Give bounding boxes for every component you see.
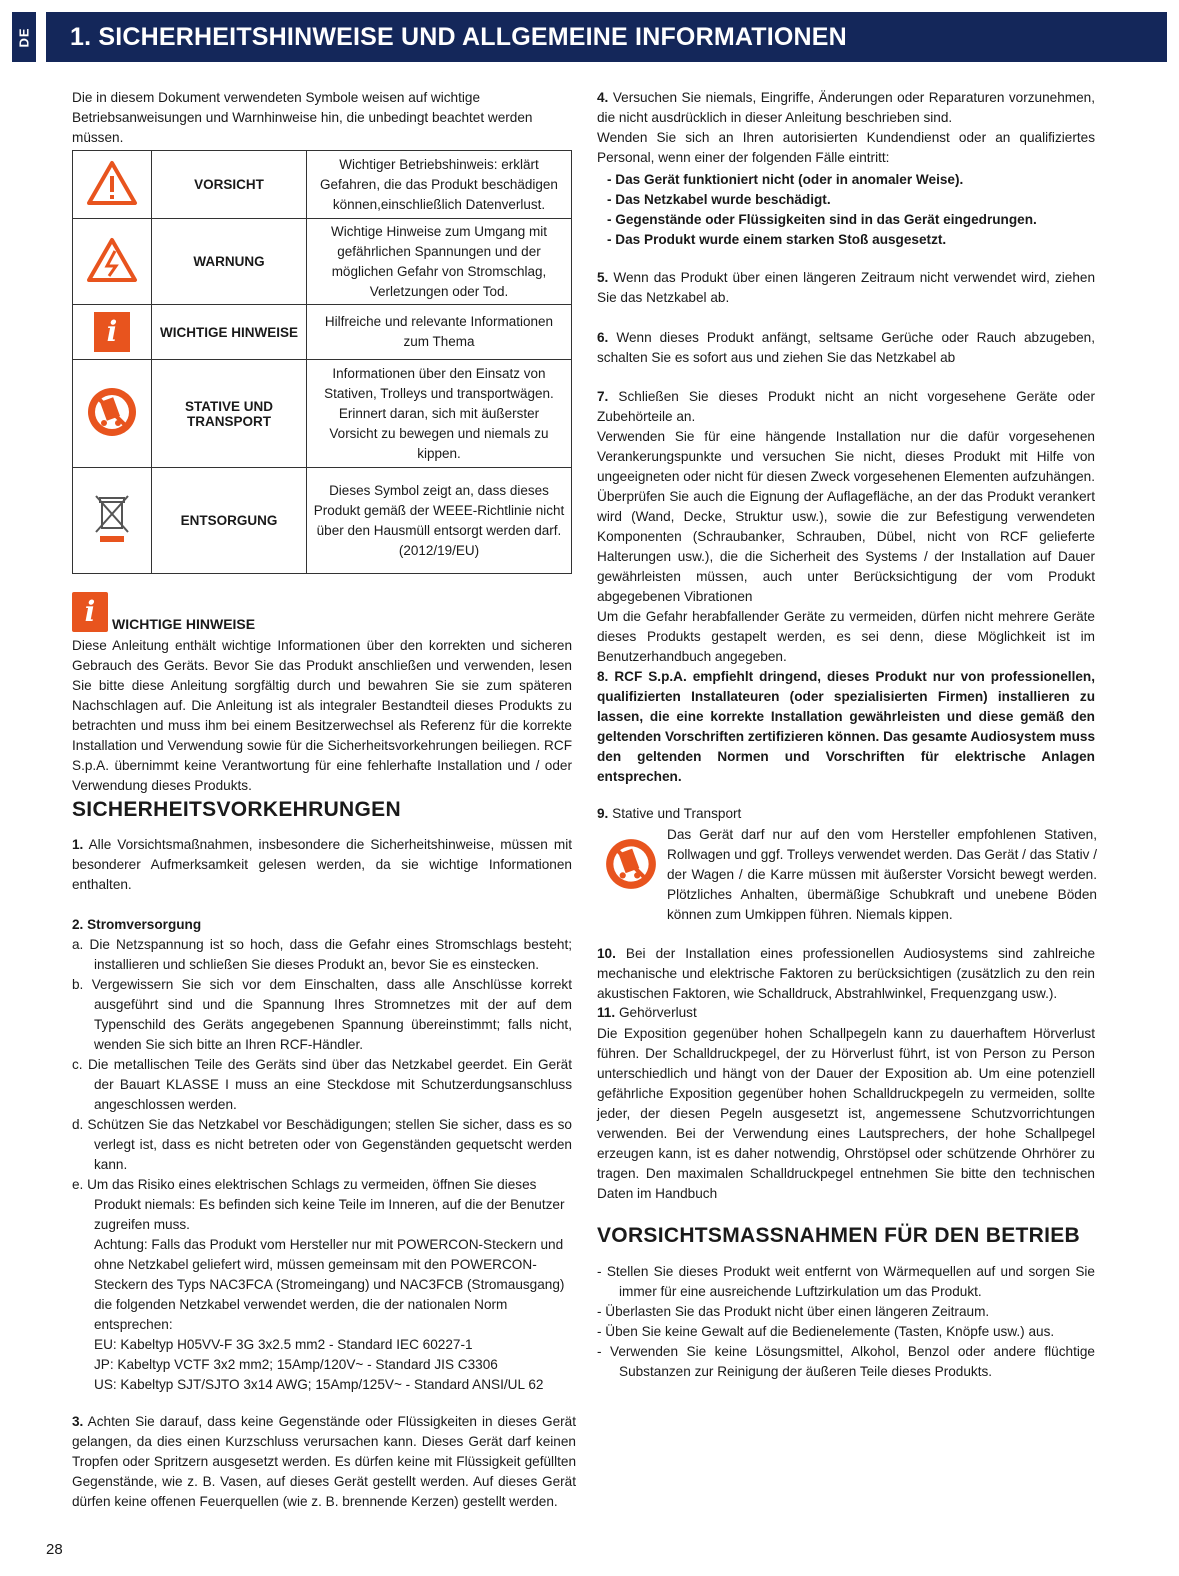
cable-us: US: Kabeltyp SJT/SJTO 3x14 AWG; 15Amp/125V~ - Standard ANSI/UL 62 [94, 1377, 544, 1392]
list-item: a. Die Netzspannung ist so hoch, dass die Gefahr eines Stromschlags besteht; installieren und schließen Sie dieses Produkt an, bevor Sie es einstecken. [72, 937, 572, 972]
symbol-description: Hilfreiche und relevante Informationen zum Thema [307, 305, 572, 360]
service-cases-list [597, 170, 1095, 250]
paragraph-10: 10. Bei der Installation eines professionellen Audiosystems sind zahlreiche mechanische und elektrische Faktoren zu berücksichtigen (zusätzlich zu den rein akustischen Faktoren, wie Schalldruck, Abstrahlwinkel, Frequenzgang usw.). [597, 946, 1095, 1001]
table-row [73, 151, 572, 219]
table-row [73, 305, 572, 360]
language-tab: DE [12, 12, 36, 62]
paragraph-7: 7. Schließen Sie dieses Produkt nicht an nicht vorgesehene Geräte oder Zubehörteile an. Verwenden Sie für eine hängende Installation nur die dafür vorgesehenen Verankerungspunkte und versuchen Sie nicht, dieses Produkt mit Hilfe von ungeeigneten oder nicht für diesen Zweck vorgesehenen Elementen aufzuhängen. Überprüfen Sie auch die Eignung der Auflagefläche, an der das Produkt verankert wird (Wand, Decke, Struktur usw.), sowie die zur Befestigung verwendeten Komponenten (Schraubanker, Schrauben, Dübel, nicht von RCF gelieferte Halterungen usw.), die die Sicherheit des Systems / der Installation auf Dauer gewährleisten müssen, auch unter Berücksichtigung der vom Produkt abgegebenen Vibrationen Um die Gefahr herabfallender Geräte zu vermeiden, dürfen nicht mehrere Geräte dieses Produkts gestapelt werden, es sei denn, diese Möglichkeit ist im Benutzerhandbuch angegeben. 8. RCF S.p.A. empfiehlt dringend, dieses Produkt nur von professionellen, qualifizierten Installateuren (oder spezialisierten Firmen) installieren zu lassen, die eine korrekte Installation gewährleisten und diese gemäß den geltenden Vorschriften zertifizieren können. Das gesamte Audiosystem muss den geltenden Normen und Vorschriften für elektrische Anlagen entsprechen. [597, 387, 1095, 787]
list-item: e. Um das Risiko eines elektrischen Schlags zu vermeiden, öffnen Sie dieses Produkt niemals: Es befinden sich keine Teile im Inneren, auf die der Benutzer zugreifen muss. [72, 1177, 565, 1232]
info-icon: i [94, 312, 130, 352]
list-item: d. Schützen Sie das Netzkabel vor Beschädigungen; stellen Sie sicher, dass es so verlegt ist, dass es nicht betreten oder von Gegenständen gequetscht werden kann. [72, 1117, 572, 1172]
paragraph-11: Die Exposition gegenüber hohen Schallpegeln kann zu dauerhaftem Hörverlust führen. Der Schalldruckpegel, der zu Hörverlust führt, ist von Person zu Person unterschiedlich und hängt von der Dauer der Exposition ab. Um eine potenziell gefährliche Exposition gegenüber hohen Schalldruckpegeln zu vermeiden, sollte jeder, der diesen Pegeln ausgesetzt ist, angemessene Schutzvorrichtungen verwenden. Bei der Verwendung eines Lautsprechers, der hohe Schallpegel erzeugen kann, ist es daher notwendig, Ohrstöpsel oder schützende Ohrhörer zu tragen. Den maximalen Schalldruckpegel entnehmen Sie bitte den technischen Daten im Handbuch [597, 1026, 1095, 1201]
table-row [73, 360, 572, 468]
symbol-description: Wichtige Hinweise zum Umgang mit gefährlichen Spannungen und der möglichen Gefahr von Stromschlag, Verletzungen oder Tod. [307, 219, 572, 305]
list-item: - Das Gerät funktioniert nicht (oder in anomaler Weise). [607, 172, 964, 187]
list-item: - Das Produkt wurde einem starken Stoß ausgesetzt. [607, 232, 947, 247]
list-item: b. Vergewissern Sie sich vor dem Einschalten, dass alle Anschlüsse korrekt ausgeführt sind und die Spannung Ihres Stromnetzes mit der auf dem Typenschild des Geräts angegebenen Spannung übereinstimmt; falls nicht, wenden Sie sich bitte an Ihren RCF-Händler. [72, 977, 572, 1052]
safety-paragraph-3: 3. Achten Sie darauf, dass keine Gegenstände oder Flüssigkeiten in dieses Gerät gelangen, da dies einen Kurzschluss verursachen kann. Dieses Gerät darf keinen Tropfen oder Spritzern ausgesetzt werden. Es dürfen keine mit Flüssigkeit gefüllten Gegenstände, wie z. B. Vasen, auf dieses Gerät gestellt werden. Auf dieses Gerät dürfen keine offenen Feuerquellen (wie z. B. brennende Kerzen) gestellt werden. [72, 1414, 576, 1509]
symbol-label: WARNUNG [152, 219, 307, 305]
symbol-description: Dieses Symbol zeigt an, dass dieses Produkt gemäß der WEEE-Richtlinie nicht über den Hausmüll entsorgt werden darf. (2012/19/EU) [307, 468, 572, 574]
power-supply-title: 2. Stromversorgung [72, 917, 202, 932]
cable-eu: EU: Kabeltyp H05VV-F 3G 3x2.5 mm2 - Standard IEC 60227-1 [94, 1337, 473, 1352]
page-number: 28 [46, 1541, 63, 1558]
paragraph-9-title: 9. Stative und Transport [597, 806, 742, 821]
list-item: - Das Netzkabel wurde beschädigt. [607, 192, 831, 207]
powercon-note: Achtung: Falls das Produkt vom Hersteller nur mit POWERCON-Steckern und ohne Netzkabel geliefert wird, müssen gemeinsam mit den POWERCON-Steckern des Typs NAC3FCA (Stromeingang) und NAC3FCB (Stromausgang) die folgenden Netzkabel verwendet werden, die der nationalen Norm entsprechen: [94, 1237, 565, 1332]
paragraph-8: 8. RCF S.p.A. empfiehlt dringend, dieses Produkt nur von professionellen, qualifizierten Installateuren (oder spezialisierten Firmen) installieren zu lassen, die eine korrekte Installation gewährleisten und diese gemäß den geltenden Vorschriften zertifizieren können. Das gesamte Audiosystem muss den geltenden Normen und Vorschriften für elektrische Anlagen entsprechen. [597, 669, 1095, 784]
paragraph-11-title: 11. Gehörverlust [597, 1005, 697, 1020]
table-row [73, 468, 572, 574]
symbol-description: Wichtiger Betriebshinweis: erklärt Gefahren, die das Produkt beschädigen können,einschließlich Datenverlust. [307, 151, 572, 219]
trolley-tip-over-icon [85, 385, 139, 439]
important-notes-body: Diese Anleitung enthält wichtige Informationen über den korrekten und sicheren Gebrauch des Geräts. Bevor Sie das Produkt anschließen und verwenden, lesen Sie bitte diese Anleitung sorgfältig durch und bewahren Sie sie zum späteren Nachschlagen auf. Die Anleitung ist als integraler Bestandteil dieses Produkts zu betrachten und muss ihm bei einem Besitzerwechsel als Referenz für die korrekte Installation und Verwendung sowie für die Sicherheitsvorkehrungen beiliegen. RCF S.p.A. übernimmt keine Verantwortung für eine fehlerhafte Installation und / oder Verwendung dieses Produkts. [72, 638, 572, 793]
important-notes-title: WICHTIGE HINWEISE [112, 616, 256, 632]
list-item: - Üben Sie keine Gewalt auf die Bedienelemente (Tasten, Knöpfe usw.) aus. [597, 1324, 1055, 1339]
safety-heading: SICHERHEITSVORKEHRUNGEN [72, 798, 401, 821]
info-icon: i [72, 592, 108, 632]
symbols-table [72, 150, 572, 574]
caution-triangle-icon [86, 160, 138, 206]
trolley-tip-over-icon [603, 836, 659, 892]
power-supply-list [72, 935, 572, 1395]
crossed-bin-weee-icon [92, 492, 132, 546]
intro-text: Die in diesem Dokument verwendeten Symbole weisen auf wichtige Betriebsanweisungen und Warnhinweise hin, die unbedingt beachtet werden müssen. [72, 90, 533, 145]
cable-jp: JP: Kabeltyp VCTF 3x2 mm2; 15Amp/120V~ - Standard JIS C3306 [94, 1357, 498, 1372]
electric-shock-warning-icon [86, 237, 138, 283]
list-item: - Überlasten Sie das Produkt nicht über einen längeren Zeitraum. [597, 1304, 990, 1319]
list-item: - Stellen Sie dieses Produkt weit entfernt von Wärmequellen auf und sorgen Sie immer für eine ausreichende Luftzirkulation um das Produkt. [597, 1264, 1095, 1299]
symbol-description: Informationen über den Einsatz von Stativen, Trolleys und transportwägen. Erinnert daran, sich mit äußerster Vorsicht zu bewegen und niemals zu kippen. [307, 360, 572, 468]
paragraph-6: 6. Wenn dieses Produkt anfängt, seltsame Gerüche oder Rauch abzugeben, schalten Sie es sofort aus und ziehen Sie das Netzkabel ab [597, 330, 1096, 365]
symbol-label: VORSICHT [152, 151, 307, 219]
symbol-label: ENTSORGUNG [152, 468, 307, 574]
paragraph-9: Das Gerät darf nur auf den vom Hersteller empfohlenen Stativen, Rollwagen und ggf. Trolleys verwendet werden. Das Gerät / das Stativ / der Wagen / die Karre müssen mit äußerster Vorsicht bewegt werden. Plötzliches Anhalten, übermäßige Schubkraft und unebene Böden können zum Umkippen führen. Niemals kippen. [667, 827, 1097, 922]
operating-precautions-list [597, 1262, 1095, 1382]
paragraph-4: 4. Versuchen Sie niemals, Eingriffe, Änderungen oder Reparaturen vorzunehmen, die nicht ausdrücklich in dieser Anleitung beschrieben sind. Wenden Sie sich an Ihren autorisierten Kundendienst oder an qualifiziertes Personal, wenn einer der folgenden Fälle eintritt: - Das Gerät funktioniert nicht (oder in anomaler Weise). - Das Netzkabel wurde beschädigt. - Gegenstände oder Flüssigkeiten sind in das Gerät eingedrungen. - Das Produkt wurde einem starken Stoß ausgesetzt. [597, 88, 1095, 250]
symbol-label: STATIVE UND TRANSPORT [152, 360, 307, 468]
important-notes-header [72, 592, 572, 632]
list-item: - Gegenstände oder Flüssigkeiten sind in das Gerät eingedrungen. [607, 212, 1037, 227]
list-item: c. Die metallischen Teile des Geräts sind über das Netzkabel geerdet. Ein Gerät der Bauart KLASSE I muss an eine Steckdose mit Schutzerdungsanschluss angeschlossen werden. [72, 1057, 572, 1112]
section-title: 1. SICHERHEITSHINWEISE UND ALLGEMEINE INFORMATIONEN [46, 12, 1167, 62]
operating-precautions-heading: VORSICHTSMASSNAHMEN FÜR DEN BETRIEB [597, 1224, 1081, 1247]
symbol-label: WICHTIGE HINWEISE [152, 305, 307, 360]
list-item: - Verwenden Sie keine Lösungsmittel, Alkohol, Benzol oder andere flüchtige Substanzen zur Reinigung der äußeren Teile dieses Produkts. [597, 1344, 1095, 1379]
safety-paragraph-1: 1. Alle Vorsichtsmaßnahmen, insbesondere die Sicherheitshinweise, müssen mit besonderer Aufmerksamkeit gelesen werden, da sie wichtige Informationen enthalten. [72, 837, 572, 892]
table-row [73, 219, 572, 305]
paragraph-5: 5. Wenn das Produkt über einen längeren Zeitraum nicht verwendet wird, ziehen Sie das Netzkabel ab. [597, 270, 1096, 305]
